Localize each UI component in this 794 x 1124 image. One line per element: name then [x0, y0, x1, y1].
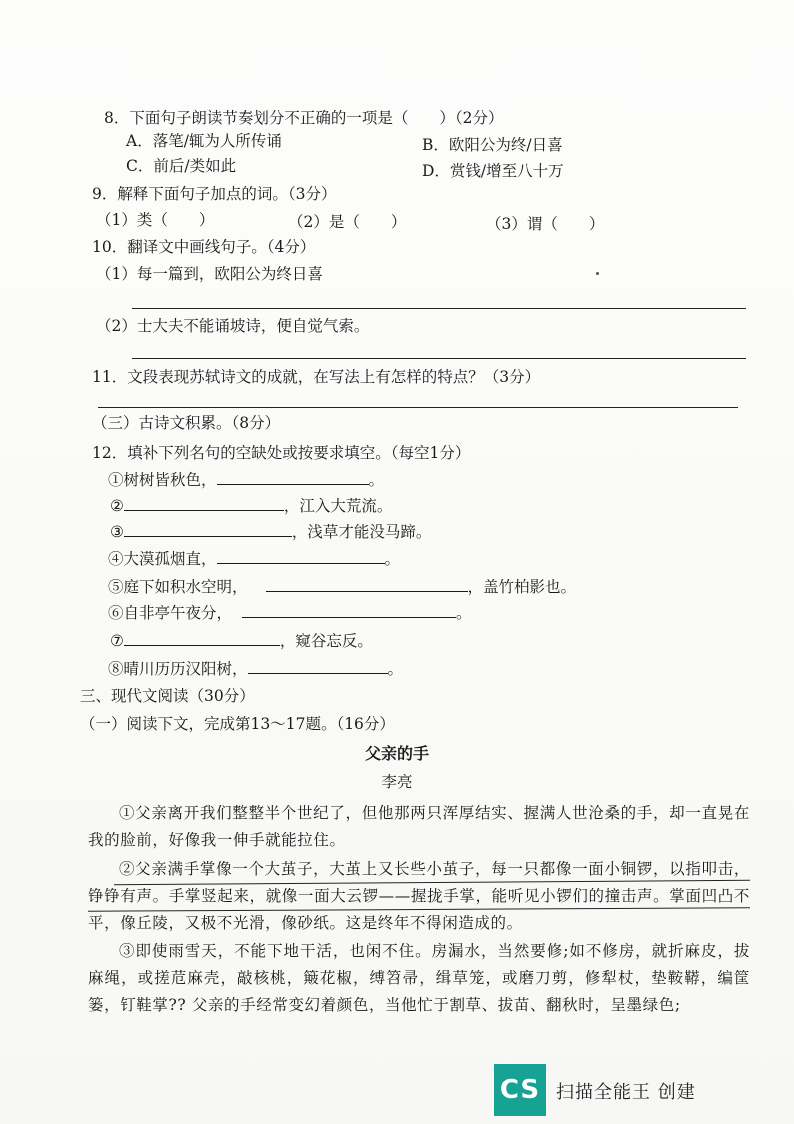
part-3-subheading: （一）阅读下文，完成第13～17题。（16分）: [80, 715, 395, 733]
section-3-heading: （三）古诗文积累。（8分）: [92, 414, 281, 432]
camscanner-text: 扫描全能王 创建: [556, 1082, 696, 1103]
part-3-heading: 三、现代文阅读（30分）: [80, 687, 255, 705]
q12-blank-5[interactable]: [266, 577, 468, 592]
q10-stem: 10．翻译文中画线句子。（4分）: [92, 238, 316, 256]
q12-blank-7[interactable]: [124, 631, 280, 646]
q12-blank-2[interactable]: [124, 496, 284, 511]
q12-blank-3[interactable]: [124, 522, 292, 537]
q12-item-3-num: ③: [110, 523, 124, 541]
q11-answer-line: [98, 407, 738, 408]
q9-part-2: （2）是（ ）: [288, 213, 407, 231]
q12-item-1-end: 。: [368, 471, 385, 489]
q8-option-a: A．落笔/辄为人所传诵: [126, 132, 282, 150]
q12-item-6: [108, 603, 472, 623]
article-paragraph-1: ①父亲离开我们整整半个世纪了，但他那两只浑厚结实、握满人世沧桑的手，却一直晃在我的脸前，好像我一伸手就能拉住。: [88, 804, 750, 849]
q12-item-6-end: 。: [456, 604, 472, 622]
q9-part-1: （1）类（ ）: [96, 211, 215, 229]
q12-item-5: [108, 577, 576, 597]
q10-part-1: （1）每一篇到，欧阳公为终日喜: [96, 265, 323, 283]
q12-item-8: [108, 659, 403, 679]
q12-item-8-text: ⑧晴川历历汉阳树，: [108, 660, 248, 678]
q9-stem: 9．解释下面句子加点的词。（3分）: [92, 185, 337, 203]
q12-blank-8[interactable]: [248, 659, 388, 674]
q8-stem: 8．下面句子朗读节奏划分不正确的一项是（ ）（2分）: [104, 109, 504, 127]
q8-option-d: D．赏钱/增至八十万: [422, 162, 564, 180]
q8-option-c: C．前后/类如此: [126, 157, 237, 175]
q12-item-1-text: ①树树皆秋色，: [108, 471, 217, 489]
q12-item-7: [110, 631, 373, 651]
scan-speck: [596, 272, 599, 275]
q9-part-3: （3）谓（ ）: [486, 215, 605, 233]
q12-item-3-text: ，浅草才能没马蹄。: [291, 523, 432, 541]
q12-item-2-num: ②: [110, 497, 124, 515]
q8-option-b: B．欧阳公为终/日喜: [422, 136, 563, 154]
q12-item-4-text: ④大漠孤烟直，: [108, 550, 217, 568]
q12-item-7-text: ，窥谷忘反。: [279, 632, 373, 650]
q12-item-4: [108, 549, 400, 569]
q12-blank-4[interactable]: [217, 549, 385, 564]
q10-answer-line-1: [132, 308, 746, 309]
q11-stem: 11．文段表现苏轼诗文的成就，在写法上有怎样的特点？（3分）: [92, 368, 541, 386]
q10-answer-line-2: [132, 358, 746, 359]
q10-part-2: （2）士大夫不能诵坡诗，便自觉气索。: [96, 317, 370, 335]
q12-item-7-num: ⑦: [110, 632, 124, 650]
article-paragraph-2: ②父亲满手掌像一个大茧子，大茧上又长些小茧子，每一只都像一面小铜锣，以指叩击，铮铮有声。手掌竖起来，就像一面大云锣——握拢手掌，能听见小锣们的撞击声。掌面凹凸不平，像丘陵，又极不光滑，像砂纸。这是终年不得闲造成的。: [88, 860, 750, 932]
q12-item-6-text: ⑥自非亭午夜分，: [108, 604, 233, 622]
article-paragraph-3: ③即使雨雪天，不能下地干活，也闲不住。房漏水，当然要修;如不修房，就折麻皮，拔麻绳，或搓苊麻壳，敲核桃，簸花椒，缚笤帚，缉草笼，或磨刀剪，修犁杖，垫鞍鞯，编筐篓，钉鞋掌?? 父亲的手经常变幻着颜色，当他忙于割草、拔苗、翻秋时，呈墨绿色;: [88, 942, 750, 1014]
q12-item-5-end: ，盖竹柏影也。: [467, 578, 577, 596]
q12-item-2: [110, 496, 392, 516]
article-author: 李亮: [381, 773, 413, 791]
q12-item-4-end: 。: [384, 550, 401, 568]
q12-stem: 12．填补下列名句的空缺处或按要求填空。（每空1分）: [92, 444, 471, 462]
camscanner-logo: CS: [494, 1064, 546, 1116]
q12-item-5-text: ⑤庭下如积水空明，: [108, 578, 248, 596]
article-title: 父亲的手: [364, 744, 429, 763]
q12-blank-6[interactable]: [242, 603, 456, 618]
q12-blank-1[interactable]: [217, 470, 369, 485]
q12-item-2-text: ，江入大荒流。: [283, 497, 393, 515]
q12-item-1: [108, 470, 384, 490]
q12-item-8-end: 。: [387, 660, 404, 678]
q12-item-3: [110, 522, 431, 542]
